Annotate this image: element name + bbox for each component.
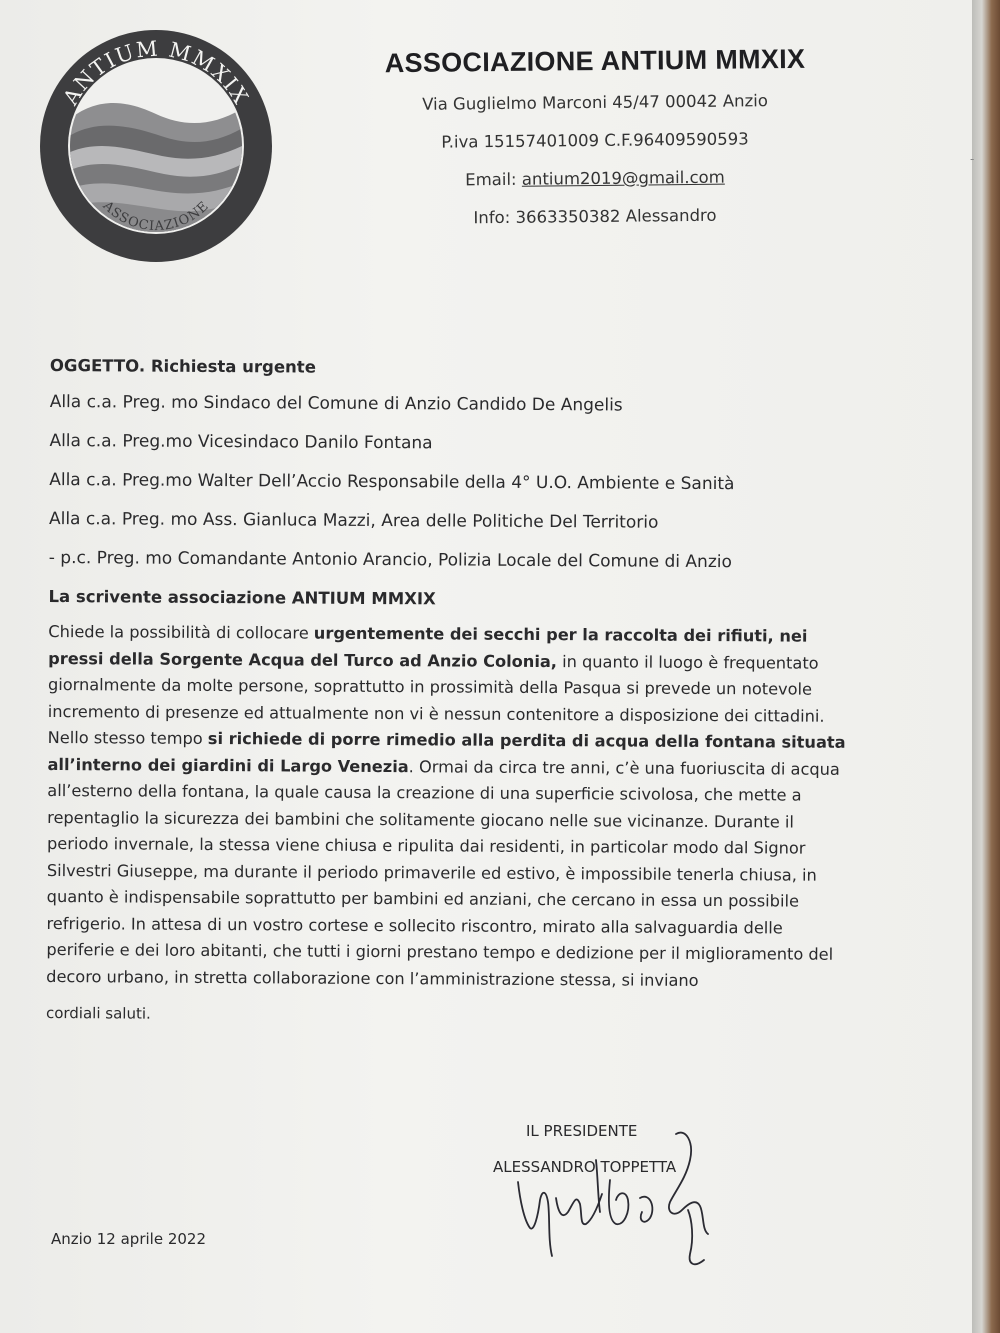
recipient-line: Alla c.a. Preg.mo Vicesindaco Danilo Fontana	[49, 430, 433, 454]
signature-block	[490, 1120, 720, 1280]
recipient-line: Alla c.a. Preg. mo Ass. Gianluca Mazzi, Area delle Politiche Del Territorio	[48, 508, 659, 533]
signature-name: ALESSANDRO TOPPETTA	[493, 1158, 677, 1176]
association-logo	[36, 26, 276, 266]
letter-date: Anzio 12 aprile 2022	[51, 1230, 206, 1248]
body-paragraph	[46, 619, 848, 995]
tax-ids: P.iva 15157401009 C.F.96409590593	[441, 129, 749, 152]
address: Via Guglielmo Marconi 45/47 00042 Anzio	[422, 91, 768, 114]
letter-content	[46, 356, 870, 1027]
closing-line: cordiali saluti.	[45, 1003, 151, 1023]
email-link[interactable]: antium2019@gmail.com	[521, 167, 725, 189]
letterhead	[360, 43, 830, 245]
body-text-part: Chiede la possibilità di collocare	[48, 621, 314, 643]
email-line	[360, 167, 830, 191]
subject-line: OGGETTO. Richiesta urgente	[49, 356, 316, 377]
recipient-line: - p.c. Preg. mo Comandante Antonio Arancio, Polizia Locale del Comune di Anzio	[48, 547, 732, 573]
body-bold-part: urgentemente dei secchi per la raccolta dei rifiuti, nei pressi della Sorgente Acqua del Turco ad Anzio Colonia,	[48, 623, 808, 671]
body-text-part: in quanto il luogo è frequentato giornalmente da molte persone, soprattutto in prossimità della Pasqua si prevede un notevole incremento di presenze ed attualmente non vi è nessun contenitore a disposizione dei cittadini. Nello stesso tempo	[47, 651, 825, 748]
recipient-line: Alla c.a. Preg.mo Walter Dell’Accio Responsabile della 4° U.O. Ambiente e Sanità	[49, 469, 735, 495]
info-line: Info: 3663350382 Alessandro	[473, 205, 717, 228]
page-edge	[972, 0, 1000, 1333]
body-bold-part: si richiede di porre rimedio alla perdita di acqua della fontana situata all’interno dei giardini di Largo Venezia	[47, 728, 846, 776]
handwritten-signature	[490, 1120, 720, 1280]
recipient-line: Alla c.a. Preg. mo Sindaco del Comune di Anzio Candido De Angelis	[49, 391, 623, 416]
intro-line: La scrivente associazione ANTIUM MMXIX	[48, 586, 436, 609]
edge-mark: ‐	[970, 152, 975, 166]
body-text-part: . Ormai da circa tre anni, c’è una fuoriuscita di acqua all’esterno della fontana, la quale causa la creazione di una superficie scivolosa, che mette a repentaglio la sicurezza dei bambini che solitamente giocano nelle sue vicinanze. Durante il periodo invernale, la stessa viene chiusa e ripulita dai residenti, in particolar modo dal Signor Silvestri Giuseppe, ma durante il periodo primaverile ed estivo, è impossibile tenerla chiusa, in quanto è indispensabile soprattutto per bambini ed anziani, che cercano in essa un possibile refrigerio. In attesa di un vostro cortese e sollecito riscontro, mirato alla salvaguardia delle periferie e dei loro abitanti, che tutti i giorni prestano tempo e dedizione per il miglioramento del decoro urbano, in stretta collaborazione con l’amministrazione stessa, si inviano	[46, 756, 840, 990]
email-label: Email:	[465, 169, 522, 190]
association-name: ASSOCIAZIONE ANTIUM MMXIX	[384, 43, 806, 79]
logo-bottom-text: ASSOCIAZIONE	[99, 198, 213, 235]
signature-title: IL PRESIDENTE	[526, 1122, 638, 1140]
logo-top-text: ANTIUM MMXIX	[58, 36, 254, 110]
